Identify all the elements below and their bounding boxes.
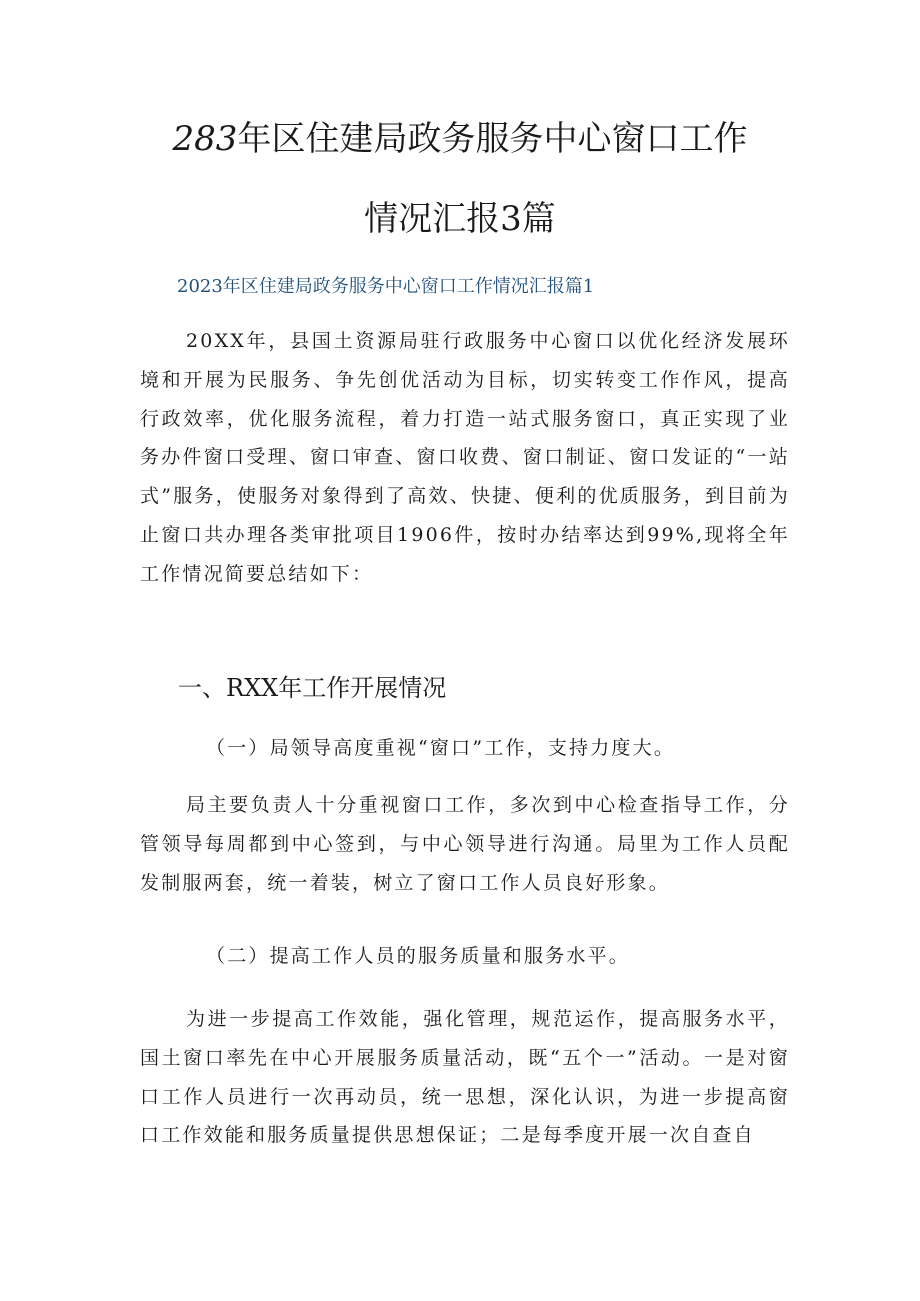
- sub-heading-1: （一）局领导高度重视“窗口”工作，支持力度大。: [206, 737, 676, 759]
- document-subtitle: 2023年区住建局政务服务中心窗口工作情况汇报篇1: [177, 276, 595, 297]
- title-text: 年区住建局政务服务中心窗口工作: [237, 119, 748, 159]
- section-heading: 一、RXX年工作开展情况: [178, 674, 447, 702]
- document-title-line-1: [0, 118, 920, 160]
- paragraph-2: 为进一步提高工作效能，强化管理，规范运作，提高服务水平，国土窗口率先在中心开展服务质量活动，既“五个一”活动。一是对窗口工作人员进行一次再动员，统一思想，深化认识，为进一步提高窗口工作效能和服务质量提供思想保证；二是每季度开展一次自查自: [140, 1008, 790, 1147]
- paragraph-1: 局主要负责人十分重视窗口工作，多次到中心检查指导工作，分管领导每周都到中心签到，与中心领导进行沟通。局里为工作人员配发制服两套，统一着装，树立了窗口工作人员良好形象。: [140, 794, 790, 894]
- document-title-line-2: 情况汇报3篇: [364, 199, 556, 239]
- title-number: 283: [172, 119, 238, 159]
- intro-paragraph: 20XX年，县国土资源局驻行政服务中心窗口以优化经济发展环境和开展为民服务、争先创优活动为目标，切实转变工作作风，提高行政效率，优化服务流程，着力打造一站式服务窗口，真正实现了业务办件窗口受理、窗口审查、窗口收费、窗口制证、窗口发证的“一站式”服务，使服务对象得到了高效、快捷、便利的优质服务，到目前为止窗口共办理各类审批项目1906件，按时办结率达到99%,现将全年工作情况简要总结如下：: [140, 330, 790, 585]
- sub-heading-2: （二）提高工作人员的服务质量和服务水平。: [206, 945, 631, 967]
